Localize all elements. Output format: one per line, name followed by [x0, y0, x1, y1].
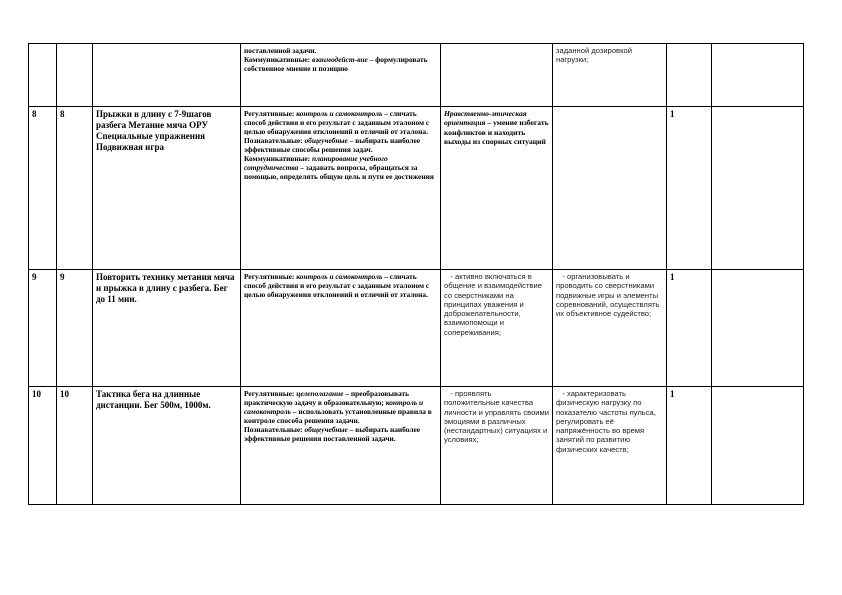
lesson-number-topic [57, 44, 93, 107]
hours-count: 1 [667, 270, 712, 387]
personal-results: - активно включаться в общение и взаимодействие со сверстниками на принципах уважения и доброжелательности, взаимопомощи и сопереживания; [441, 270, 553, 387]
lesson-plan-table [28, 43, 804, 505]
personal-results: - проявлять положительные качества личности и управлять своими эмоциями в различных (нестандартных) ситуациях и условиях; [441, 387, 553, 505]
personal-results [441, 44, 553, 107]
learning-actions: Регулятивные: контроль и самоконтроль – сличать способ действия и его результат с заданным эталоном с целью обнаружения отклонений и отличий от эталона. [241, 270, 441, 387]
meta-results: заданной дозировкой нагрузки; [553, 44, 667, 107]
learning-actions: поставленной задачи. Коммуникативные: взаимодейст-вие – формулировать собственное мнение и позицию [241, 44, 441, 107]
lesson-number-topic: 10 [57, 387, 93, 505]
notes-cell [712, 107, 804, 270]
learning-actions: Регулятивные: целеполагание – преобразовывать практическую задачу в образовательную; контроль и самоконтроль – использовать установленные правила в контроле способа решения задачи. Познавательные: общеучебные – выбирать наиболее эффективные решения поставленной задачи. [241, 387, 441, 505]
lesson-topic: Прыжки в длину с 7-9шагов разбега Метание мяча ОРУ Специальные упражнения Подвижная игра [93, 107, 241, 270]
table-row [29, 387, 804, 505]
meta-results: - характеризовать физическую нагрузку по показателю частоты пульса, регулировать её напряжённость во время занятий по развитию физических качеств; [553, 387, 667, 505]
hours-count: 1 [667, 387, 712, 505]
table-row [29, 44, 804, 107]
lesson-number: 9 [29, 270, 57, 387]
meta-results: - организовывать и проводить со сверстниками подвижные игры и элементы соревнований, осуществлять их объективное судейство; [553, 270, 667, 387]
learning-actions: Регулятивные: контроль и самоконтроль – сличать способ действия и его результат с заданным эталоном с целью обнаружения отклонений и отличий от эталона. Познавательные: общеучебные – выбирать наиболее эффективные способы решения задач. Коммуникативные: планирование учебного сотрудничества – задавать вопросы, обращаться за помощью, определять общую цель и пути ее достижения [241, 107, 441, 270]
lesson-topic: Повторить технику метания мяча и прыжка в длину с разбега. Бег до 11 мин. [93, 270, 241, 387]
lesson-topic [93, 44, 241, 107]
table-row [29, 270, 804, 387]
lesson-number-topic: 9 [57, 270, 93, 387]
personal-results: Нравственно-этическая ориентация – умение избегать конфликтов и находить выходы из спорных ситуаций [441, 107, 553, 270]
hours-count [667, 44, 712, 107]
notes-cell [712, 387, 804, 505]
lesson-number: 10 [29, 387, 57, 505]
notes-cell [712, 270, 804, 387]
meta-results [553, 107, 667, 270]
lesson-number: 8 [29, 107, 57, 270]
lesson-topic: Тактика бега на длинные дистанции. Бег 500м, 1000м. [93, 387, 241, 505]
notes-cell [712, 44, 804, 107]
lesson-number [29, 44, 57, 107]
table-row [29, 107, 804, 270]
lesson-number-topic: 8 [57, 107, 93, 270]
hours-count: 1 [667, 107, 712, 270]
